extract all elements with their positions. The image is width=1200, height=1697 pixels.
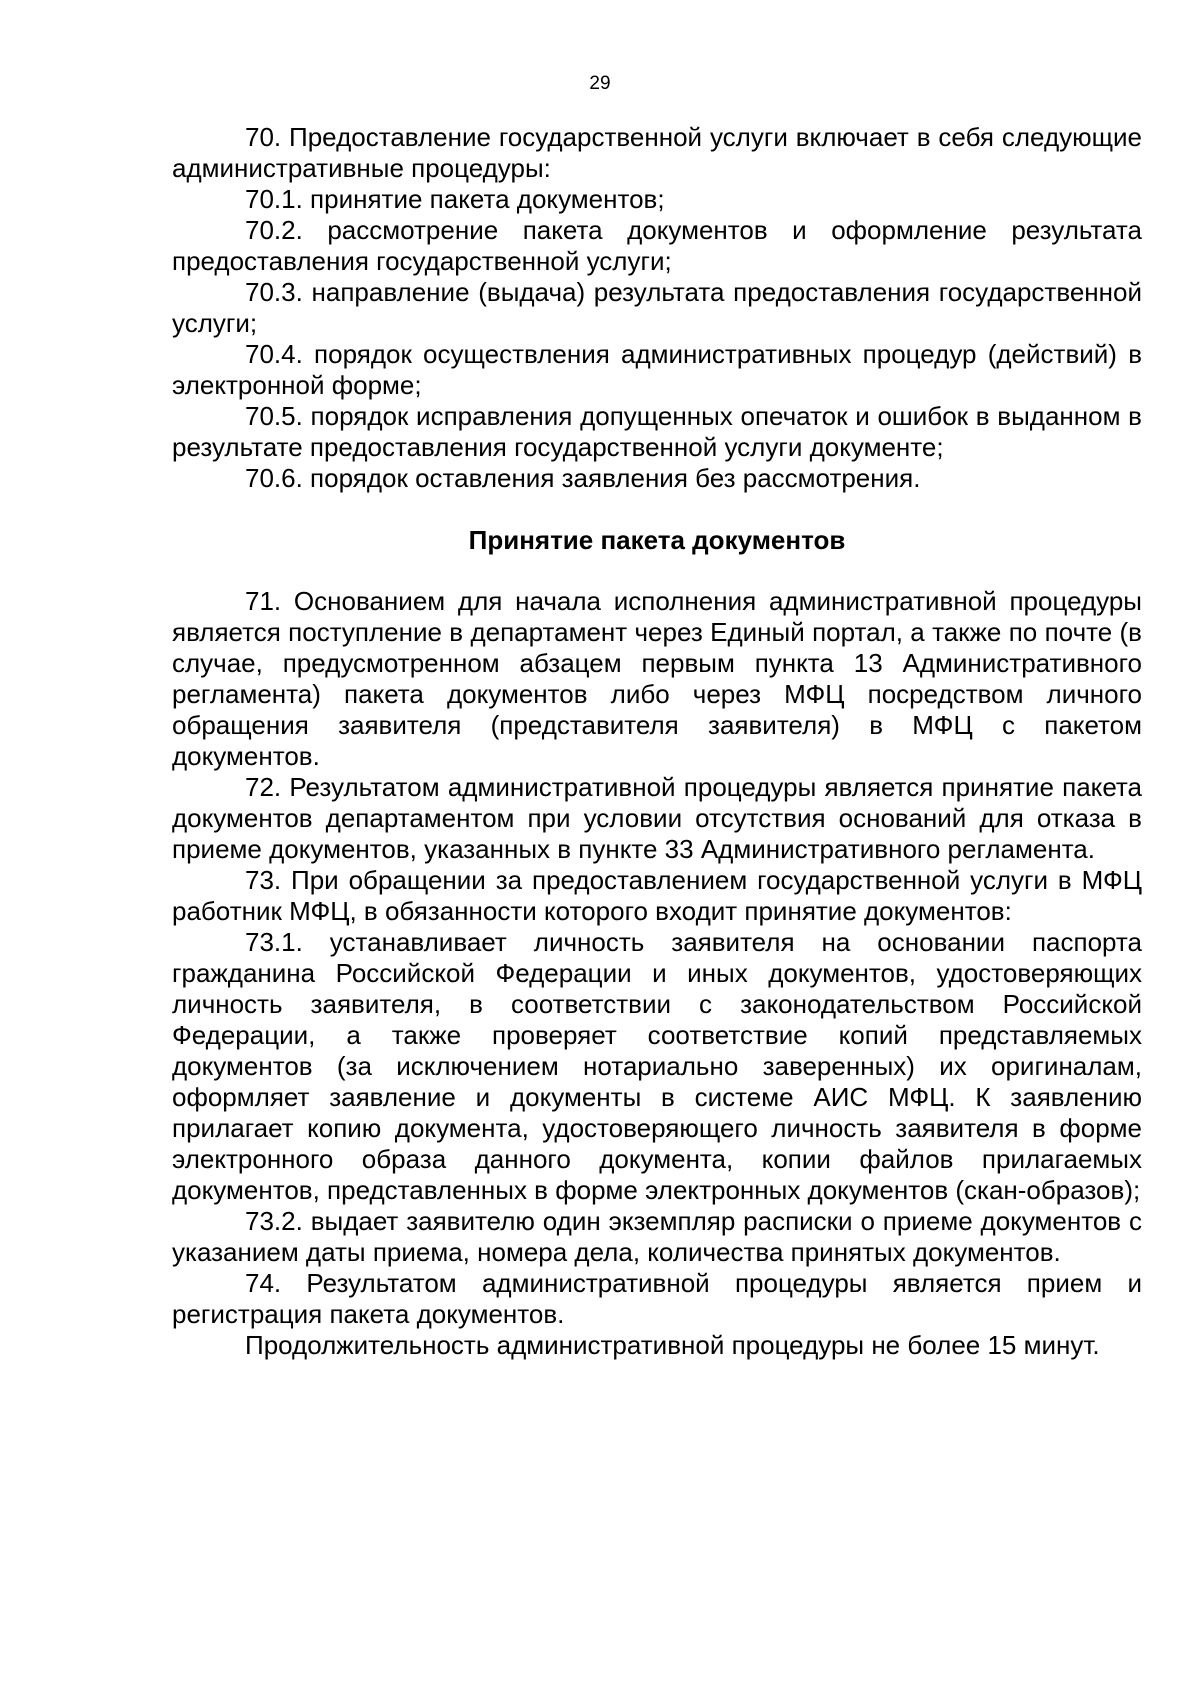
paragraph-73-1: 73.1. устанавливает личность заявителя на основании паспорта гражданина Российской Федерации и иных документов, удостоверяющих личность заявителя, в соответствии с законодательством Российской Федерации, а также проверяет соответствие копий представляемых документов (за исключением нотариально заверенных) их оригиналам, оформляет заявление и документы в системе АИС МФЦ. К заявлению прилагает копию документа, удостоверяющего личность заявителя в форме электронного образа данного документа, копии файлов прилагаемых документов, представленных в форме электронных документов (скан-образов); <box>172 927 1142 1205</box>
section-heading: Принятие пакета документов <box>468 525 846 555</box>
paragraph-70-3: 70.3. направление (выдача) результата предоставления государственной услуги; <box>172 277 1142 338</box>
page-number: 29 <box>589 73 611 94</box>
paragraph-duration: Продолжительность административной процедуры не более 15 минут. <box>245 1330 1100 1360</box>
paragraph-74: 74. Результатом административной процедуры является прием и регистрация пакета документов. <box>172 1268 1142 1329</box>
document-body <box>172 122 1142 1361</box>
paragraph-70-6: 70.6. порядок оставления заявления без рассмотрения. <box>245 463 921 493</box>
paragraph-70-1: 70.1. принятие пакета документов; <box>245 184 665 214</box>
paragraph-70-5: 70.5. порядок исправления допущенных опечаток и ошибок в выданном в результате предоставления государственной услуги документе; <box>172 401 1142 462</box>
paragraph-73-2: 73.2. выдает заявителю один экземпляр расписки о приеме документов с указанием даты приема, номера дела, количества принятых документов. <box>172 1206 1142 1267</box>
paragraph-70-2: 70.2. рассмотрение пакета документов и оформление результата предоставления государственной услуги; <box>172 215 1142 276</box>
paragraph-70-4: 70.4. порядок осуществления административных процедур (действий) в электронной форме; <box>172 339 1142 400</box>
paragraph-73: 73. При обращении за предоставлением государственной услуги в МФЦ работник МФЦ, в обязанности которого входит принятие документов: <box>172 865 1142 926</box>
paragraph-72: 72. Результатом административной процедуры является принятие пакета документов департаментом при условии отсутствия оснований для отказа в приеме документов, указанных в пункте 33 Административного регламента. <box>172 772 1142 864</box>
paragraph-70: 70. Предоставление государственной услуги включает в себя следующие административные процедуры: <box>172 122 1142 183</box>
paragraph-71: 71. Основанием для начала исполнения административной процедуры является поступление в департамент через Единый портал, а также по почте (в случае, предусмотренном абзацем первым пункта 13 Административного регламента) пакета документов либо через МФЦ посредством личного обращения заявителя (представителя заявителя) в МФЦ с пакетом документов. <box>172 586 1142 771</box>
